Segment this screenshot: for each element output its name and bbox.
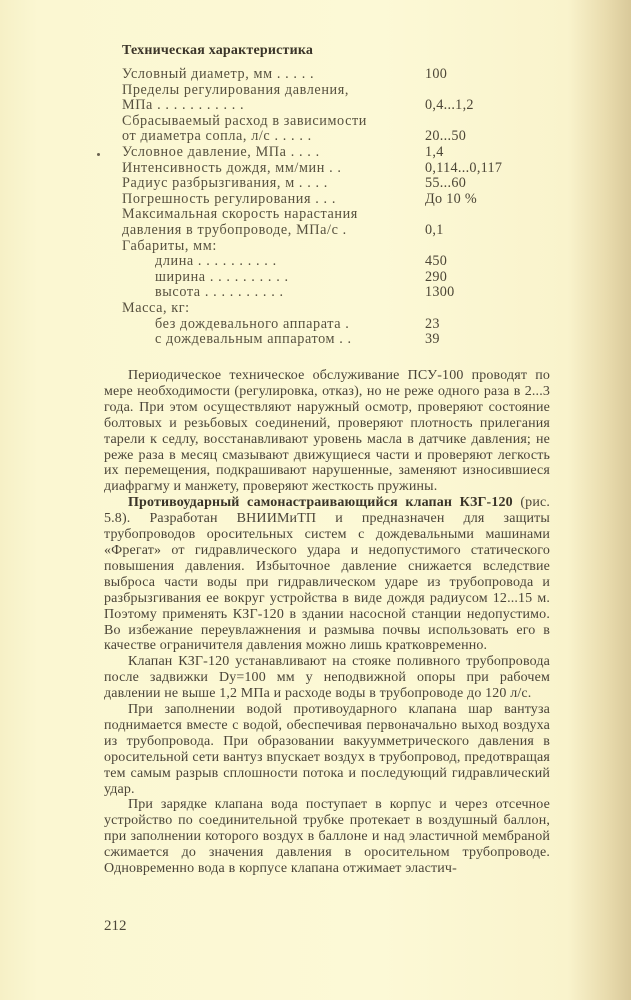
spec-value: 450 xyxy=(425,253,448,270)
spec-label: Интенсивность дождя, мм/мин . . xyxy=(122,159,342,176)
spec-value: 20...50 xyxy=(425,128,467,145)
spec-row xyxy=(122,223,522,239)
paragraph-text: Периодическое техническое обслуживание ПСУ-100 проводят по мере необходимости (регулировка, отказ), но не реже одного раза в 2...3 года. При этом осуществляют наружный осмотр, проверяют состояние болтовых и резьбовых соединений, проверяют плотность прилегания тарели к седлу, восстанавливают уровень масла в датчике давления; не реже раза в месяц смазывают движущиеся части и проверяют легкость их перемещения, подкрашивают нарушенные, заменяют износившиеся диафрагму и манжету, проверяют жесткость пружины. xyxy=(104,368,550,495)
spec-label: ширина . . . . . . . . . . xyxy=(155,268,289,285)
paragraph-text: Клапан КЗГ-120 устанавливают на стояке поливного трубопровода после задвижки Dy=100 мм у неподвижной опоры при рабочем давлении не выше 1,2 МПа и расходе воды в трубопроводе до 120 л/с. xyxy=(104,654,550,702)
spec-heading: Техническая характеристика xyxy=(122,43,314,58)
paragraph xyxy=(104,702,550,797)
spec-label: высота . . . . . . . . . . xyxy=(155,284,284,301)
spec-row xyxy=(122,285,522,301)
spec-value: 1,4 xyxy=(425,143,444,160)
spec-value: До 10 % xyxy=(425,190,477,207)
paragraph-text: (рис. 5.8). Разработан ВНИИМиТП и предназначен для защиты трубопроводов оросительных систем с дождевальными машинами «Фрегат» от гидравлического удара и недопустимого статического повышения давления. Избыточное давление снижается вследствие выброса части воды при гидравлическом ударе из трубопровода и разбрызгивания ее вокруг устройства в виде дождя радиусом 12...15 м. Поэтому применять КЗГ-120 в здании насосной станции недопустимо. Во избежание переувлажнения и размыва почвы использовать его в качестве ограничителя давления можно лишь кратковременно. xyxy=(104,495,550,654)
spec-label: Условный диаметр, мм . . . . . xyxy=(122,66,315,82)
spec-label: Условное давление, МПа . . . . xyxy=(122,143,320,160)
spec-row xyxy=(122,270,522,286)
spec-value: 290 xyxy=(425,268,448,285)
spec-row xyxy=(122,145,522,161)
spec-row xyxy=(122,254,522,270)
spec-table xyxy=(122,67,522,348)
spec-row xyxy=(122,98,522,114)
spec-row xyxy=(122,176,522,192)
spec-row xyxy=(122,192,522,208)
paragraph-text: При заполнении водой противоударного клапана шар вантуза поднимается вместе с водой, обеспечивая первоначально выход воздуха из трубопровода. При образовании вакуумметрического давления в оросительной сети вантуз впускает воздух в трубопровод, предотвращая тем самым разрыв сплошности потока и последующий гидравлический удар. xyxy=(104,702,550,797)
spec-label: Габариты, мм: xyxy=(122,237,217,254)
spec-value: 100 xyxy=(425,66,448,82)
spec-row xyxy=(122,239,522,255)
spec-row xyxy=(122,129,522,145)
spec-value: 0,1 xyxy=(425,221,444,238)
spec-label: длина . . . . . . . . . . xyxy=(155,253,277,270)
spec-value: 0,114...0,117 xyxy=(425,159,503,176)
paragraph-heading: Противоударный самонастраивающийся клапан КЗГ-120 xyxy=(128,495,513,511)
spec-value: 23 xyxy=(425,315,440,332)
spec-row xyxy=(122,317,522,333)
spec-value: 55...60 xyxy=(425,175,467,192)
spec-value: 0,4...1,2 xyxy=(425,97,474,114)
spec-label: без дождевального аппарата . xyxy=(155,315,350,332)
paragraph xyxy=(104,368,550,495)
spec-label: МПа . . . . . . . . . . . xyxy=(122,97,245,114)
spec-row xyxy=(122,83,522,99)
spec-row xyxy=(122,332,522,348)
spec-label: Максимальная скорость нарастания xyxy=(122,206,358,223)
spec-label: Погрешность регулирования . . . xyxy=(122,190,336,207)
paragraph xyxy=(104,495,550,654)
spec-label: Пределы регулирования давления, xyxy=(122,81,349,98)
spec-value: 39 xyxy=(425,331,440,348)
spec-row xyxy=(122,114,522,130)
paragraph xyxy=(104,797,550,877)
spec-row xyxy=(122,67,522,83)
paragraph xyxy=(104,654,550,702)
page-number: 212 xyxy=(104,918,127,934)
spec-value: 1300 xyxy=(425,284,455,301)
spec-row xyxy=(122,207,522,223)
paragraph-text: При зарядке клапана вода поступает в корпус и через отсечное устройство по соединительной трубке протекает в воздушный баллон, при заполнении которого воздух в баллоне и над эластичной мембраной сжимается до значения давления в оросительном трубопроводе. Одновременно вода в корпусе клапана отжимает эластич- xyxy=(104,797,550,877)
spec-label: с дождевальным аппаратом . . xyxy=(155,331,352,348)
spec-label: давления в трубопроводе, МПа/с . xyxy=(122,221,347,238)
spec-label: Радиус разбрызгивания, м . . . . xyxy=(122,175,328,192)
spec-label: Масса, кг: xyxy=(122,299,190,316)
spec-label: Сбрасываемый расход в зависимости xyxy=(122,112,367,129)
body-text xyxy=(104,368,550,877)
spec-row xyxy=(122,161,522,177)
margin-mark xyxy=(97,153,100,156)
spec-label: от диаметра сопла, л/с . . . . . xyxy=(122,128,312,145)
spec-row xyxy=(122,301,522,317)
